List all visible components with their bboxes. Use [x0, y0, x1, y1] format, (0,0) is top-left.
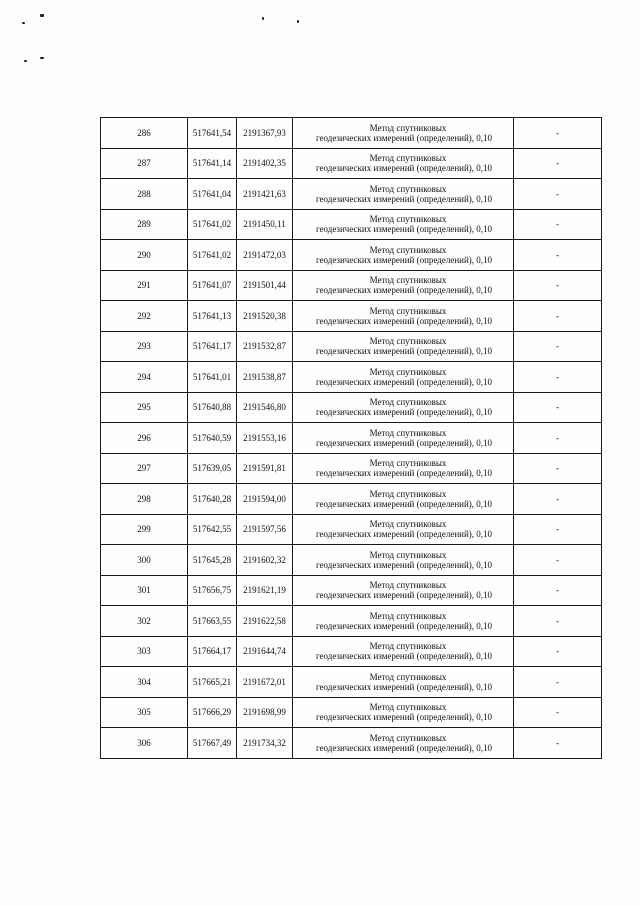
point-number-cell: 291 [101, 270, 188, 301]
method-line-2: геодезических измерений (определений), 0,10 [315, 590, 493, 601]
point-number-cell: 297 [101, 453, 188, 484]
method-line-2: геодезических измерений (определений), 0,10 [315, 163, 493, 174]
method-cell [293, 301, 514, 332]
coordinate-x-cell: 517640,88 [188, 392, 237, 423]
table-row [101, 423, 602, 454]
table-row [101, 301, 602, 332]
coordinate-y-cell: 2191734,32 [237, 728, 293, 759]
method-line-1: Метод спутниковых [369, 671, 447, 682]
method-line-1: Метод спутниковых [369, 366, 447, 377]
method-cell [293, 667, 514, 698]
coordinate-y-cell: 2191532,87 [237, 331, 293, 362]
method-line-1: Метод спутниковых [369, 397, 447, 408]
scan-speck [24, 60, 27, 62]
method-cell [293, 636, 514, 667]
point-number-cell: 290 [101, 240, 188, 271]
table-row [101, 545, 602, 576]
method-line-2: геодезических измерений (определений), 0,10 [315, 559, 493, 570]
method-line-1: Метод спутниковых [369, 488, 447, 499]
method-line-2: геодезических измерений (определений), 0,10 [315, 407, 493, 418]
table-row [101, 362, 602, 393]
method-line-2: геодезических измерений (определений), 0,10 [315, 712, 493, 723]
coordinate-y-cell: 2191538,87 [237, 362, 293, 393]
coordinate-y-cell: 2191367,93 [237, 118, 293, 149]
method-line-2: геодезических измерений (определений), 0,10 [315, 224, 493, 235]
method-line-1: Метод спутниковых [369, 183, 447, 194]
point-number-cell: 293 [101, 331, 188, 362]
point-number-cell: 299 [101, 514, 188, 545]
error-cell: - [514, 240, 602, 271]
coordinate-x-cell: 517641,02 [188, 209, 237, 240]
method-cell [293, 453, 514, 484]
table-row [101, 606, 602, 637]
scan-speck [297, 20, 299, 23]
coordinate-y-cell: 2191622,58 [237, 606, 293, 637]
error-cell: - [514, 209, 602, 240]
coordinate-x-cell: 517640,28 [188, 484, 237, 515]
coordinate-x-cell: 517667,49 [188, 728, 237, 759]
method-cell [293, 697, 514, 728]
method-line-2: геодезических измерений (определений), 0,10 [315, 681, 493, 692]
coordinate-y-cell: 2191597,56 [237, 514, 293, 545]
coordinates-table-wrapper [100, 117, 602, 759]
method-line-1: Метод спутниковых [369, 153, 447, 164]
coordinate-x-cell: 517665,21 [188, 667, 237, 698]
scan-speck [40, 14, 44, 17]
point-number-cell: 302 [101, 606, 188, 637]
table-row [101, 270, 602, 301]
table-row [101, 514, 602, 545]
table-row [101, 484, 602, 515]
method-line-1: Метод спутниковых [369, 458, 447, 469]
method-cell [293, 148, 514, 179]
error-cell: - [514, 148, 602, 179]
error-cell: - [514, 575, 602, 606]
method-line-1: Метод спутниковых [369, 580, 447, 591]
method-cell [293, 484, 514, 515]
table-row [101, 667, 602, 698]
error-cell: - [514, 453, 602, 484]
method-cell [293, 514, 514, 545]
error-cell: - [514, 331, 602, 362]
point-number-cell: 287 [101, 148, 188, 179]
coordinate-x-cell: 517641,14 [188, 148, 237, 179]
point-number-cell: 300 [101, 545, 188, 576]
coordinate-x-cell: 517641,17 [188, 331, 237, 362]
scan-speck [262, 17, 264, 20]
table-row [101, 575, 602, 606]
method-line-1: Метод спутниковых [369, 214, 447, 225]
method-line-2: геодезических измерений (определений), 0,10 [315, 346, 493, 357]
coordinate-y-cell: 2191698,99 [237, 697, 293, 728]
method-line-2: геодезических измерений (определений), 0,10 [315, 285, 493, 296]
method-cell [293, 728, 514, 759]
method-cell [293, 606, 514, 637]
method-line-1: Метод спутниковых [369, 305, 447, 316]
method-line-1: Метод спутниковых [369, 275, 447, 286]
point-number-cell: 288 [101, 179, 188, 210]
error-cell: - [514, 484, 602, 515]
coordinate-x-cell: 517642,55 [188, 514, 237, 545]
table-row [101, 697, 602, 728]
point-number-cell: 295 [101, 392, 188, 423]
error-cell: - [514, 118, 602, 149]
method-cell [293, 575, 514, 606]
error-cell: - [514, 392, 602, 423]
coordinate-y-cell: 2191644,74 [237, 636, 293, 667]
method-line-1: Метод спутниковых [369, 336, 447, 347]
point-number-cell: 296 [101, 423, 188, 454]
coordinate-x-cell: 517645,28 [188, 545, 237, 576]
coordinate-y-cell: 2191421,63 [237, 179, 293, 210]
error-cell: - [514, 606, 602, 637]
error-cell: - [514, 423, 602, 454]
table-row [101, 118, 602, 149]
coordinate-x-cell: 517666,29 [188, 697, 237, 728]
method-cell [293, 362, 514, 393]
method-line-1: Метод спутниковых [369, 122, 447, 133]
method-line-2: геодезических измерений (определений), 0,10 [315, 651, 493, 662]
method-line-1: Метод спутниковых [369, 427, 447, 438]
table-row [101, 209, 602, 240]
table-row [101, 636, 602, 667]
point-number-cell: 304 [101, 667, 188, 698]
method-cell [293, 240, 514, 271]
table-row [101, 240, 602, 271]
method-cell [293, 331, 514, 362]
error-cell: - [514, 636, 602, 667]
coordinate-y-cell: 2191621,19 [237, 575, 293, 606]
coordinate-y-cell: 2191472,03 [237, 240, 293, 271]
point-number-cell: 306 [101, 728, 188, 759]
error-cell: - [514, 179, 602, 210]
point-number-cell: 294 [101, 362, 188, 393]
coordinate-y-cell: 2191602,32 [237, 545, 293, 576]
method-line-1: Метод спутниковых [369, 702, 447, 713]
coordinates-table [100, 117, 602, 759]
coordinate-y-cell: 2191591,81 [237, 453, 293, 484]
method-cell [293, 270, 514, 301]
error-cell: - [514, 697, 602, 728]
method-line-2: геодезических измерений (определений), 0,10 [315, 529, 493, 540]
method-line-2: геодезических измерений (определений), 0,10 [315, 132, 493, 143]
method-cell [293, 179, 514, 210]
error-cell: - [514, 545, 602, 576]
coordinate-y-cell: 2191501,44 [237, 270, 293, 301]
coordinates-table-body [101, 118, 602, 759]
method-line-2: геодезических измерений (определений), 0,10 [315, 742, 493, 753]
coordinate-x-cell: 517641,13 [188, 301, 237, 332]
method-line-1: Метод спутниковых [369, 244, 447, 255]
method-line-1: Метод спутниковых [369, 732, 447, 743]
coordinate-x-cell: 517640,59 [188, 423, 237, 454]
method-cell [293, 118, 514, 149]
method-line-2: геодезических измерений (определений), 0,10 [315, 193, 493, 204]
point-number-cell: 289 [101, 209, 188, 240]
coordinate-y-cell: 2191546,80 [237, 392, 293, 423]
coordinate-x-cell: 517641,02 [188, 240, 237, 271]
error-cell: - [514, 728, 602, 759]
method-line-2: геодезических измерений (определений), 0,10 [315, 468, 493, 479]
scan-speck [40, 57, 44, 59]
method-line-1: Метод спутниковых [369, 549, 447, 560]
method-line-2: геодезических измерений (определений), 0,10 [315, 315, 493, 326]
method-cell [293, 209, 514, 240]
point-number-cell: 286 [101, 118, 188, 149]
coordinate-x-cell: 517656,75 [188, 575, 237, 606]
coordinate-x-cell: 517663,55 [188, 606, 237, 637]
error-cell: - [514, 362, 602, 393]
error-cell: - [514, 270, 602, 301]
method-cell [293, 423, 514, 454]
method-line-1: Метод спутниковых [369, 519, 447, 530]
method-line-2: геодезических измерений (определений), 0,10 [315, 620, 493, 631]
method-line-1: Метод спутниковых [369, 641, 447, 652]
method-line-2: геодезических измерений (определений), 0,10 [315, 498, 493, 509]
coordinate-x-cell: 517641,07 [188, 270, 237, 301]
error-cell: - [514, 301, 602, 332]
coordinate-y-cell: 2191553,16 [237, 423, 293, 454]
table-row [101, 728, 602, 759]
coordinate-y-cell: 2191594,00 [237, 484, 293, 515]
coordinate-y-cell: 2191672,01 [237, 667, 293, 698]
point-number-cell: 292 [101, 301, 188, 332]
coordinate-x-cell: 517664,17 [188, 636, 237, 667]
table-row [101, 392, 602, 423]
coordinate-y-cell: 2191520,38 [237, 301, 293, 332]
table-row [101, 453, 602, 484]
method-line-2: геодезических измерений (определений), 0,10 [315, 437, 493, 448]
error-cell: - [514, 514, 602, 545]
method-cell [293, 392, 514, 423]
method-line-2: геодезических измерений (определений), 0,10 [315, 376, 493, 387]
point-number-cell: 301 [101, 575, 188, 606]
table-row [101, 331, 602, 362]
table-row [101, 179, 602, 210]
method-line-2: геодезических измерений (определений), 0,10 [315, 254, 493, 265]
coordinate-x-cell: 517641,01 [188, 362, 237, 393]
coordinate-y-cell: 2191450,11 [237, 209, 293, 240]
point-number-cell: 303 [101, 636, 188, 667]
coordinate-y-cell: 2191402,35 [237, 148, 293, 179]
point-number-cell: 305 [101, 697, 188, 728]
method-line-1: Метод спутниковых [369, 610, 447, 621]
scan-speck [22, 22, 25, 24]
method-cell [293, 545, 514, 576]
error-cell: - [514, 667, 602, 698]
point-number-cell: 298 [101, 484, 188, 515]
table-row [101, 148, 602, 179]
coordinate-x-cell: 517641,54 [188, 118, 237, 149]
coordinate-x-cell: 517639,05 [188, 453, 237, 484]
coordinate-x-cell: 517641,04 [188, 179, 237, 210]
